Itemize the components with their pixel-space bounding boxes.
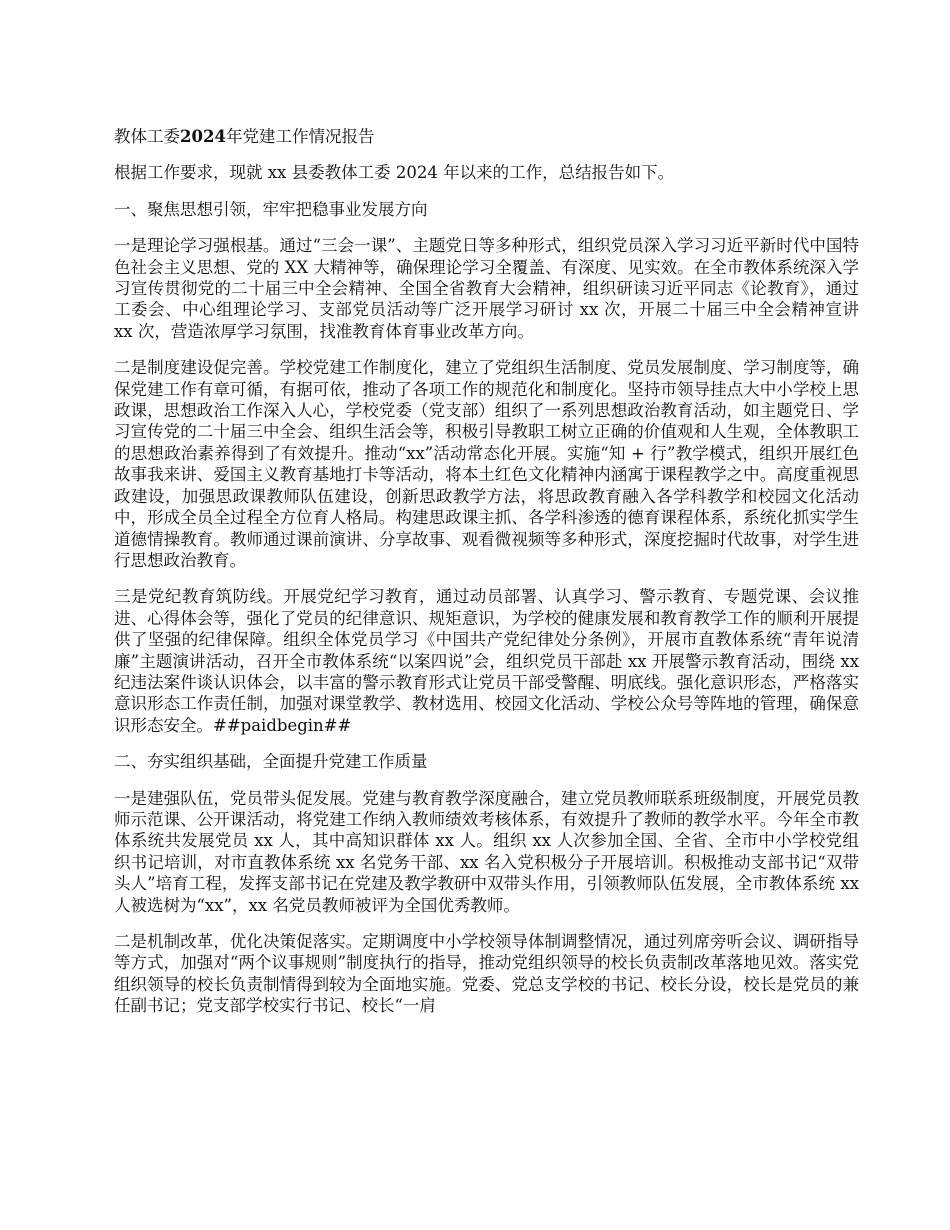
title-prefix: 教体工委 <box>114 127 180 146</box>
document-title <box>114 126 859 147</box>
body-paragraph: 二是机制改革，优化决策促落实。定期调度中小学校领导体制调整情况，通过列席旁听会议、调研指导等方式，加强对“两个议事规则”制度执行的指导，推动党组织领导的校长负责制改革落地见效。落实党组织领导的校长负责制情得到较为全面地实施。党委、党总支学校的书记、校长分设，校长是党员的兼任副书记；党支部学校实行书记、校长“一肩 <box>114 932 859 1016</box>
section-heading-1: 一、聚焦思想引领，牢牢把稳事业发展方向 <box>114 199 428 219</box>
title-year: 2024 <box>180 127 226 146</box>
body-paragraph: 二是制度建设促完善。学校党建工作制度化，建立了党组织生活制度、党员发展制度、学习制度等，确保党建工作有章可循，有据可依，推动了各项工作的规范化和制度化。坚持市领导挂点大中小学校上思政课，思想政治工作深入人心，学校党委（党支部）组织了一系列思想政治教育活动，如主题党日、学习宣传党的二十届三中全会、组织生活会等，积极引导教职工树立正确的价值观和人生观，全体教职工的思想政治素养得到了有效提升。推动“xx”活动常态化开展。实施“知 + 行”教学模式，组织开展红色故事我来讲、爱国主义教育基地打卡等活动，将本土红色文化精神内涵寓于课程教学之中。高度重视思政建设，加强思政课教师队伍建设，创新思政教学方法，将思政教育融入各学科教学和校园文化活动中，形成全员全过程全方位育人格局。构建思政课主抓、各学科渗透的德育课程体系，系统化抓实学生道德情操教育。教师通过课前演讲、分享故事、观看微视频等多种形式，深度挖掘时代故事，对学生进行思想政治教育。 <box>114 358 859 570</box>
section-heading-2: 二、夯实组织基础，全面提升党建工作质量 <box>114 752 428 772</box>
body-paragraph: 一是理论学习强根基。通过“三会一课”、主题党日等多种形式，组织党员深入学习习近平新时代中国特色社会主义思想、党的 XX 大精神等，确保理论学习全覆盖、有深度、见实效。在全市教体系统深入学习宣传贯彻党的二十届三中全会精神、全国全省教育大会精神，组织研读习近平同志《论教育》，通过工委会、中心组理论学习、支部党员活动等广泛开展学习研讨 xx 次，开展二十届三中全会精神宣讲 xx 次，营造浓厚学习氛围，找准教育体育事业改革方向。 <box>114 236 859 341</box>
document-page <box>114 126 859 1032</box>
body-paragraph: 三是党纪教育筑防线。开展党纪学习教育，通过动员部署、认真学习、警示教育、专题党课、会议推进、心得体会等，强化了党员的纪律意识、规矩意识，为学校的健康发展和教育教学工作的顺利开展提供了坚强的纪律保障。组织全体党员学习《中国共产党纪律处分条例》，开展市直教体系统“青年说清廉”主题演讲活动，召开全市教体系统“以案四说”会，组织党员干部赴 xx 开展警示教育活动，围绕 xx 纪违法案件谈认识体会，以丰富的警示教育形式让党员干部受警醒、明底线。强化意识形态，严格落实意识形态工作责任制，加强对课堂教学、教材选用、校园文化活动、学校公众号等阵地的管理，确保意识形态安全。##paidbegin## <box>114 587 859 735</box>
intro-paragraph: 根据工作要求，现就 xx 县委教体工委 2024 年以来的工作，总结报告如下。 <box>114 163 675 183</box>
title-suffix: 年党建工作情况报告 <box>225 127 375 146</box>
body-paragraph: 一是建强队伍，党员带头促发展。党建与教育教学深度融合，建立党员教师联系班级制度，开展党员教师示范课、公开课活动，将党建工作纳入教师绩效考核体系，有效提升了教师的教学水平。今年全市教体系统共发展党员 xx 人，其中高知识群体 xx 人。组织 xx 人次参加全国、全省、全市中小学校党组织书记培训，对市直教体系统 xx 名党务干部、xx 名入党积极分子开展培训。积极推动支部书记“双带头人”培育工程，发挥支部书记在党建及教学教研中双带头作用，引领教师队伍发展，全市教体系统 xx 人被选树为“xx”，xx 名党员教师被评为全国优秀教师。 <box>114 788 859 915</box>
